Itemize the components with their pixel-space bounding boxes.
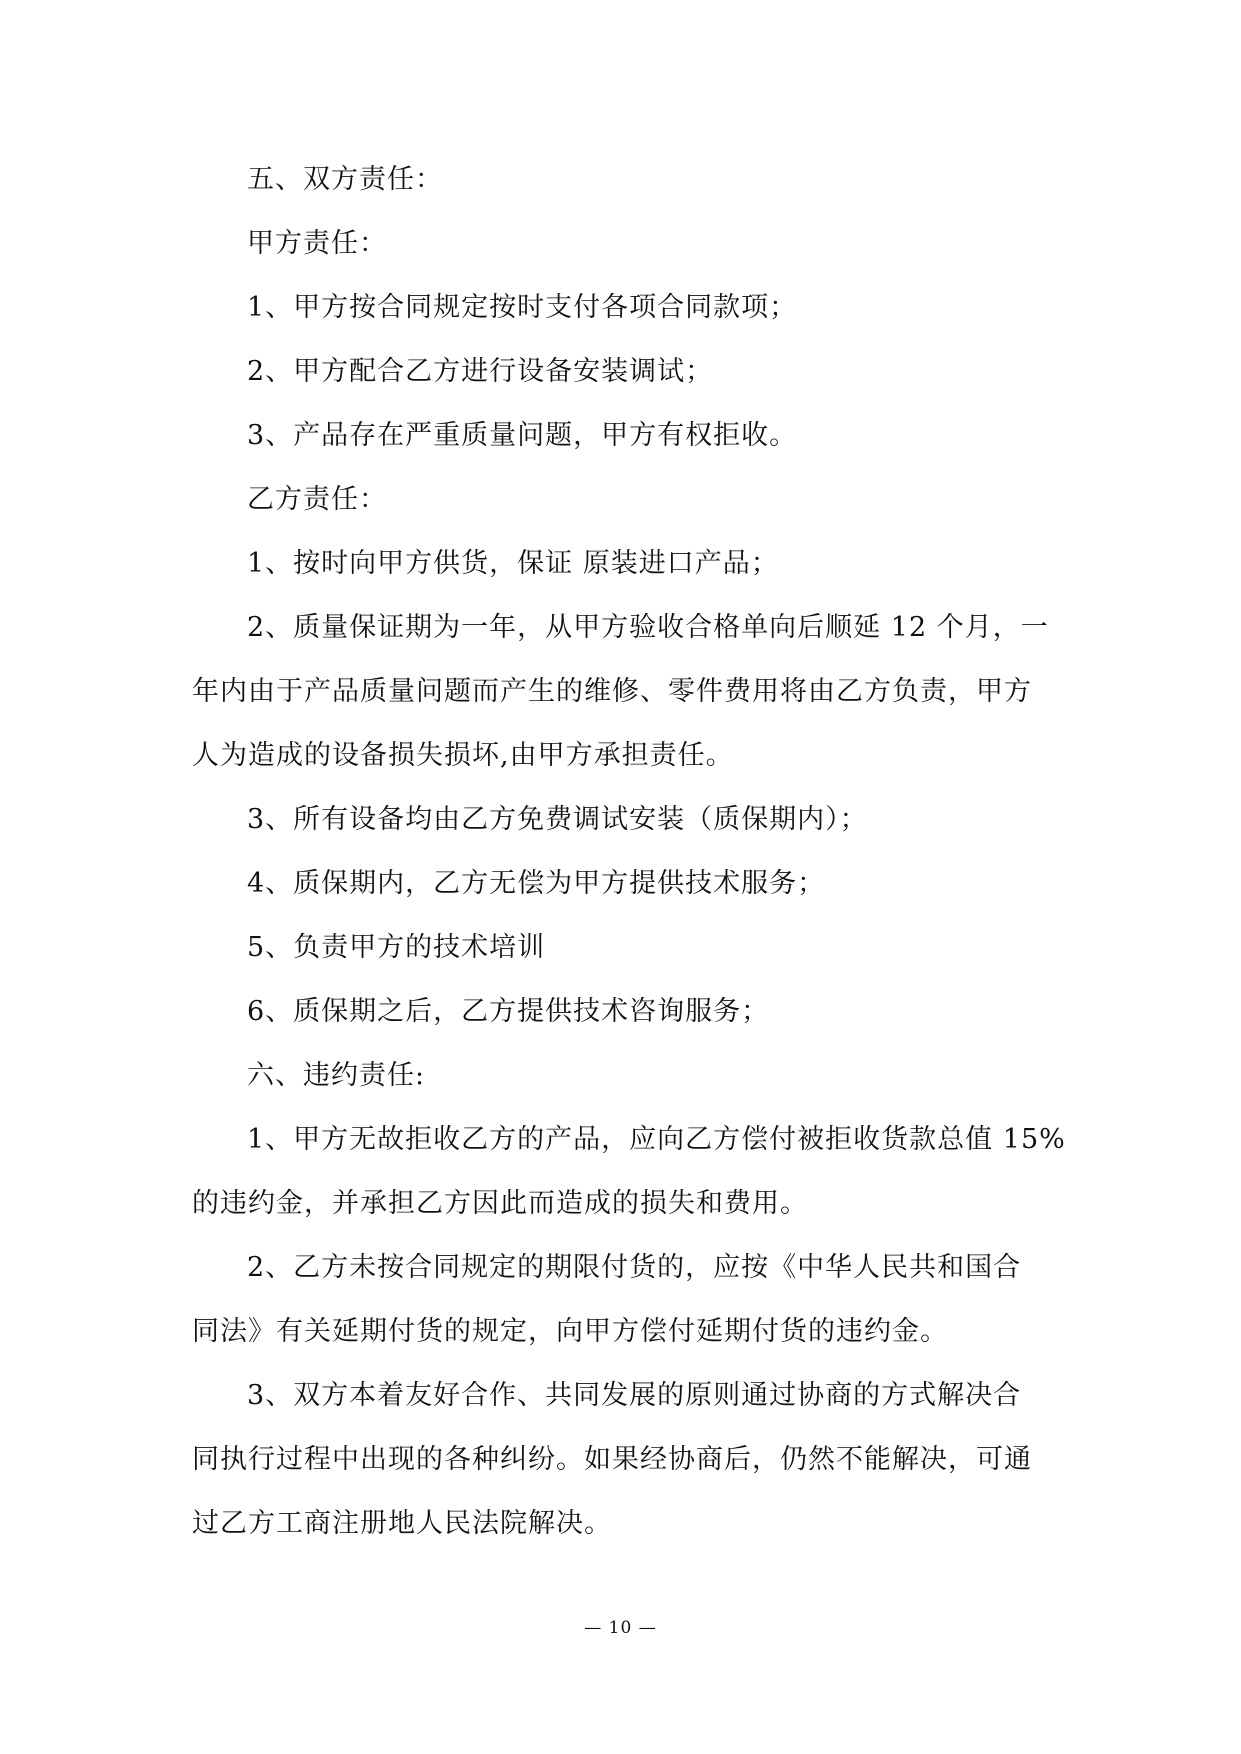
- party-b-item-6: 6、质保期之后，乙方提供技术咨询服务；: [247, 996, 770, 1027]
- party-b-item-1: 1、按时向甲方供货，保证 原装进口产品；: [247, 548, 779, 579]
- party-b-item-3: 3、所有设备均由乙方免费调试安装（质保期内）；: [247, 804, 868, 835]
- party-b-item-2: 2、质量保证期为一年，从甲方验收合格单向后顺延 12 个月，一 年内由于产品质量问题而产生的维修、零件费用将由乙方负责，甲方 人为造成的设备损失损坏,由甲方承担责任。: [192, 612, 1049, 771]
- page-number: — 10 —: [584, 1618, 657, 1638]
- section-heading-breach: 六、违约责任:: [247, 1060, 426, 1091]
- document-body: [192, 148, 1072, 1556]
- party-b-item-4: 4、质保期内，乙方无偿为甲方提供技术服务；: [247, 868, 826, 899]
- party-a-item-1: 1、甲方按合同规定按时支付各项合同款项；: [247, 292, 798, 323]
- breach-item-3: 3、双方本着友好合作、共同发展的原则通过协商的方式解决合 同执行过程中出现的各种纠纷。如果经协商后，仍然不能解决，可通 过乙方工商注册地人民法院解决。: [192, 1380, 1032, 1539]
- party-a-item-3: 3、产品存在严重质量问题，甲方有权拒收。: [247, 420, 798, 451]
- party-b-heading: 乙方责任：: [247, 484, 387, 515]
- breach-item-1: 1、甲方无故拒收乙方的产品，应向乙方偿付被拒收货款总值 15% 的违约金，并承担乙方因此而造成的损失和费用。: [192, 1124, 1066, 1219]
- party-b-item-5: 5、负责甲方的技术培训: [247, 932, 546, 963]
- party-a-heading: 甲方责任：: [247, 228, 387, 259]
- section-heading-responsibilities: 五、双方责任：: [247, 164, 443, 195]
- party-a-item-2: 2、甲方配合乙方进行设备安装调试；: [247, 356, 714, 387]
- breach-item-2: 2、乙方未按合同规定的期限付货的，应按《中华人民共和国合 同法》有关延期付货的规定，向甲方偿付延期付货的违约金。: [192, 1252, 1022, 1347]
